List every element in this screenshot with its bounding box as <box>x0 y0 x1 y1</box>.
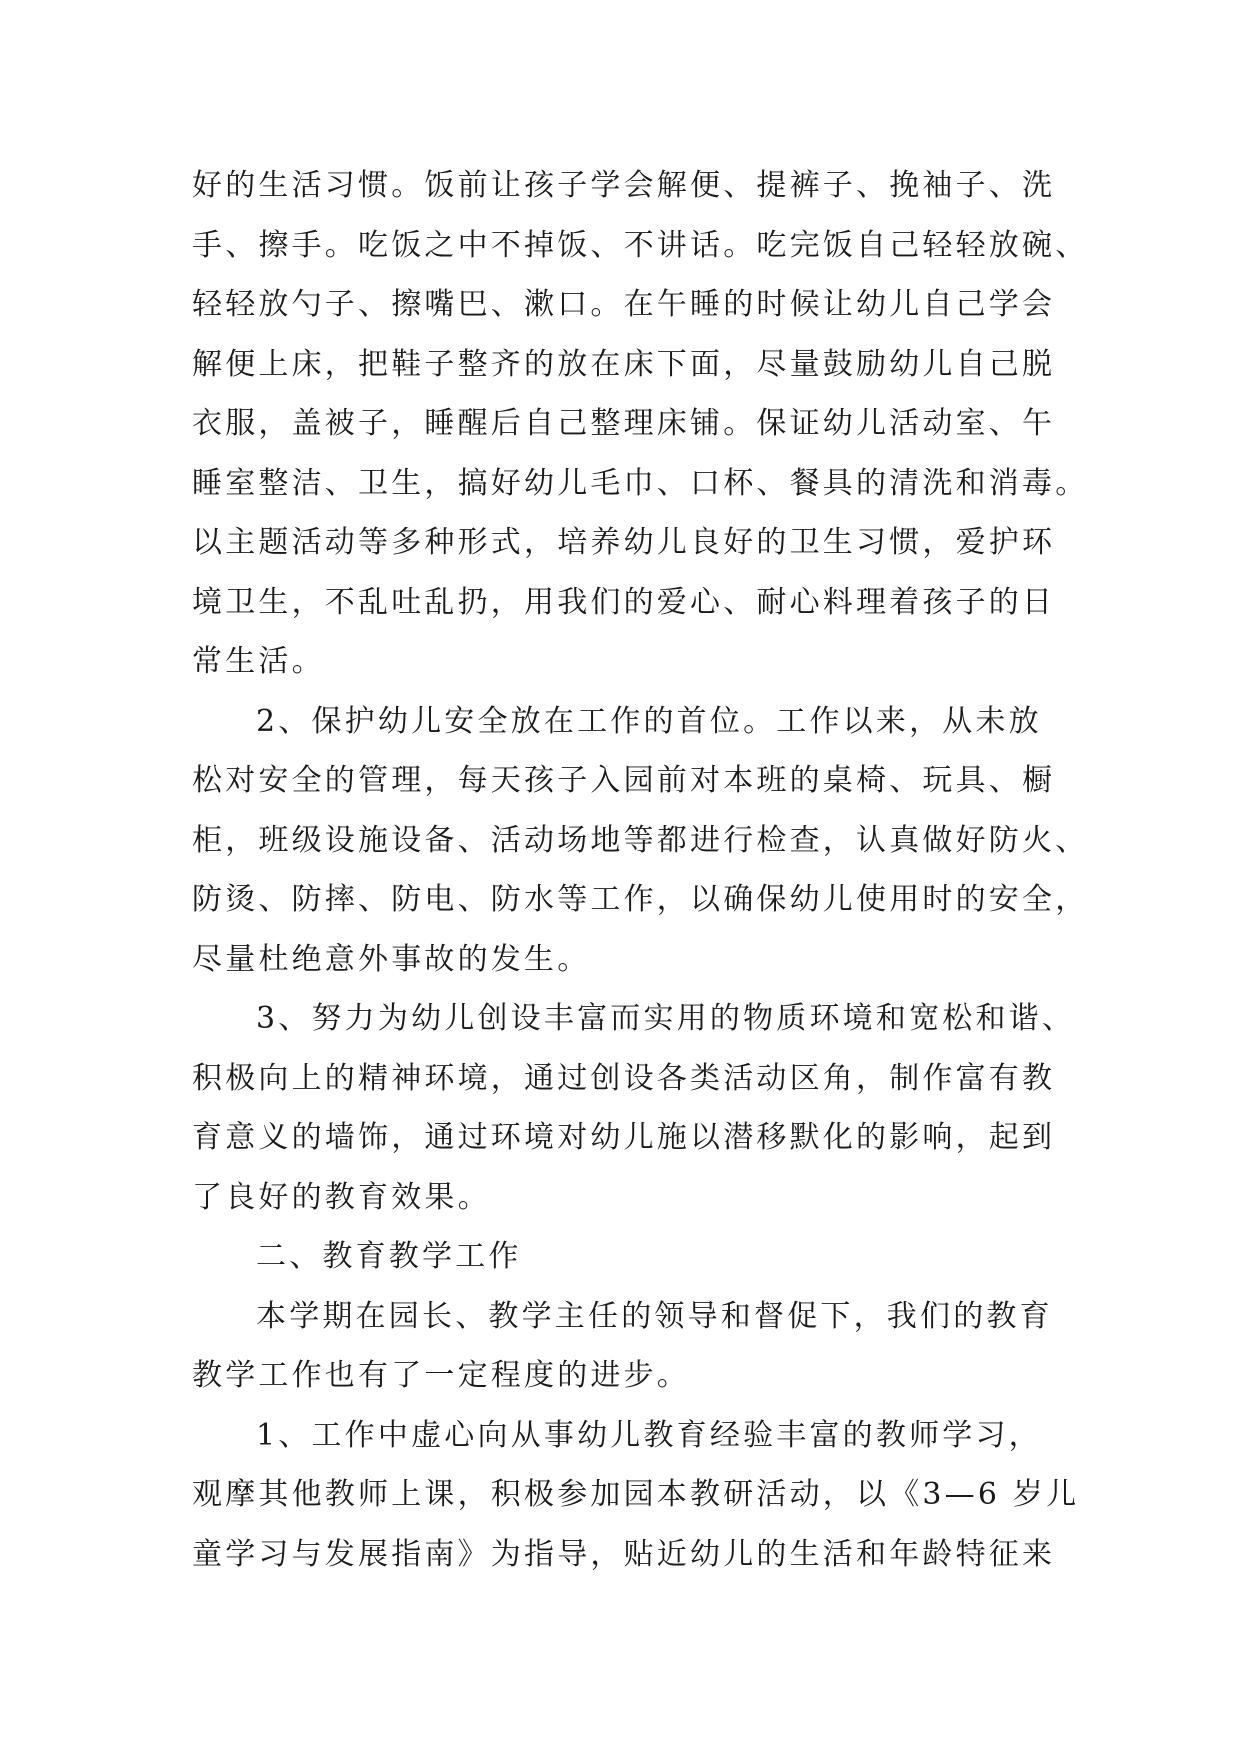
text-line: 教学工作也有了一定程度的进步。 <box>192 1358 690 1393</box>
text-line: 2、保护幼儿安全放在工作的首位。工作以来，从未放 <box>256 703 1042 739</box>
text-line: 轻轻放勺子、擦嘴巴、漱口。在午睡的时候让幼儿自己学会 <box>192 287 1056 322</box>
text-line: 尽量杜绝意外事故的发生。 <box>192 941 591 977</box>
text-line: 松对安全的管理，每天孩子入园前对本班的桌椅、玩具、橱 <box>192 763 1056 798</box>
text-line: 二、教育教学工作 <box>256 1239 522 1274</box>
text-line: 睡室整洁、卫生，搞好幼儿毛巾、口杯、餐具的清洗和消毒。 <box>192 465 1089 501</box>
text-line: 本学期在园长、教学主任的领导和督促下，我们的教育 <box>256 1298 1053 1334</box>
text-line: 常生活。 <box>192 644 325 679</box>
text-line: 1、工作中虚心向从事幼儿教育经验丰富的教师学习， <box>256 1417 1042 1453</box>
text-line: 育意义的墙饰，通过环境对幼儿施以潜移默化的影响，起到 <box>192 1120 1056 1155</box>
text-line: 衣服，盖被子，睡醒后自己整理床铺。保证幼儿活动室、午 <box>192 406 1056 441</box>
text-line: 柜，班级设施设备、活动场地等都进行检查，认真做好防火、 <box>192 822 1089 858</box>
text-line: 以主题活动等多种形式，培养幼儿良好的卫生习惯，爱护环 <box>192 525 1056 560</box>
text-line: 手、擦手。吃饭之中不掉饭、不讲话。吃完饭自己轻轻放碗、 <box>192 227 1089 263</box>
text-line: 积极向上的精神环境，通过创设各类活动区角，制作富有教 <box>192 1060 1056 1096</box>
text-line: 解便上床，把鞋子整齐的放在床下面，尽量鼓励幼儿自己脱 <box>192 346 1056 382</box>
document-body <box>192 156 1089 1584</box>
text-line: 防烫、防摔、防电、防水等工作，以确保幼儿使用时的安全， <box>192 882 1089 917</box>
text-line: 好的生活习惯。饭前让孩子学会解便、提裤子、挽袖子、洗 <box>192 168 1056 203</box>
text-line: 童学习与发展指南》为指导，贴近幼儿的生活和年龄特征来 <box>192 1536 1056 1572</box>
text-line: 3、努力为幼儿创设丰富而实用的物质环境和宽松和谐、 <box>256 1001 1076 1036</box>
text-line: 了良好的教育效果。 <box>192 1179 491 1215</box>
text-line: 境卫生，不乱吐乱扔，用我们的爱心、耐心料理着孩子的日 <box>192 584 1056 620</box>
text-line: 观摩其他教师上课，积极参加园本教研活动，以《3—6 岁儿 <box>192 1477 1080 1512</box>
